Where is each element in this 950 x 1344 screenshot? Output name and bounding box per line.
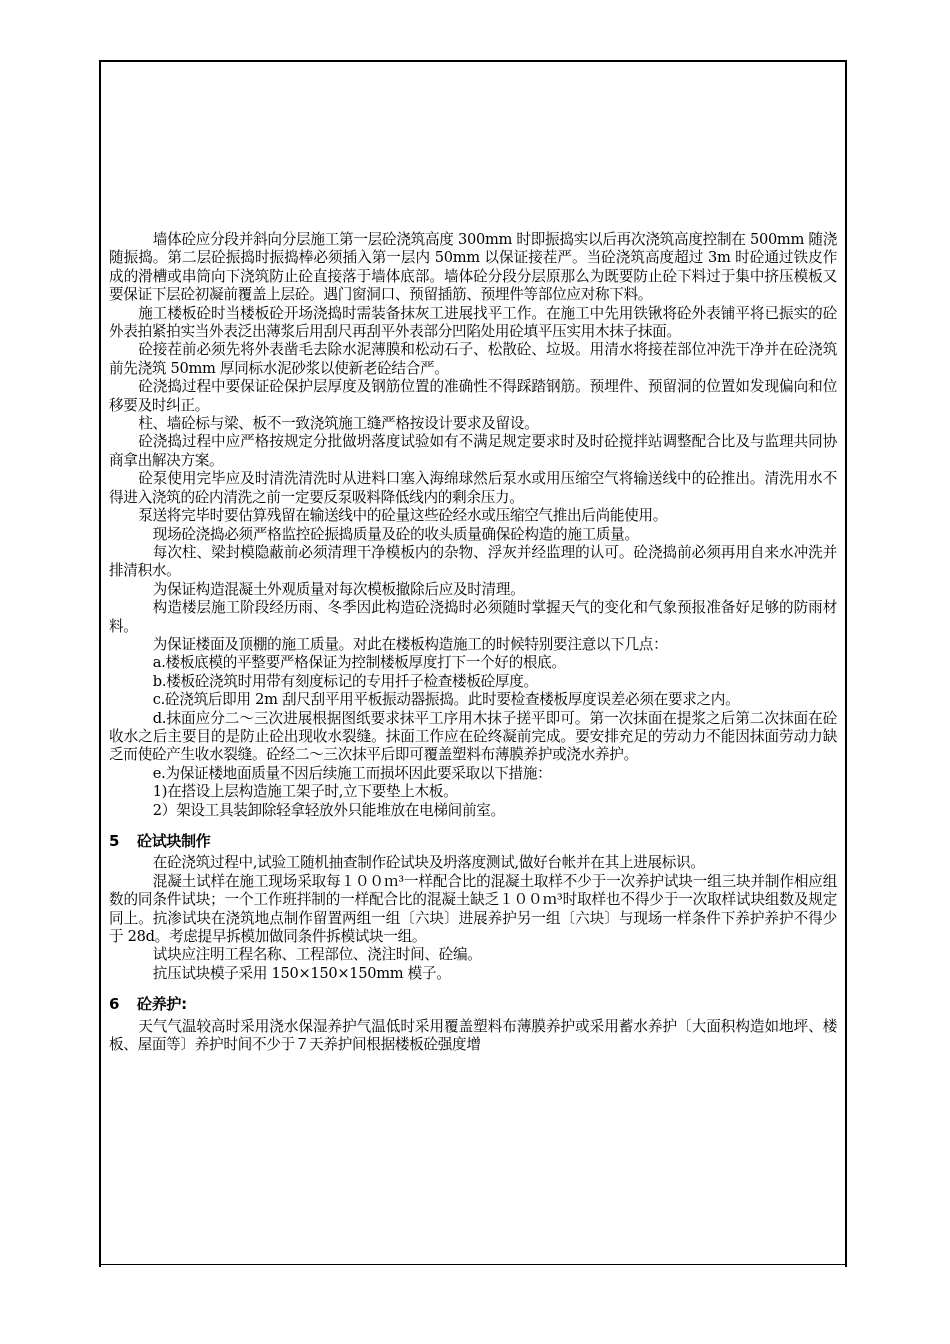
paragraph: 泵送将完毕时要估算残留在输送线中的砼量这些砼经水或压缩空气推出后尚能使用。 [138,507,668,525]
paragraph: 抗压试块模子采用 150×150×150mm 模子。 [152,964,451,982]
list-item: a.楼板底模的平整要严格保证为控制楼板厚度打下一个好的根底。 [152,654,566,672]
paragraph: 试块应注明工程名称、工程部位、浇注时间、砼编。 [152,946,482,964]
paragraph: 在砼浇筑过程中,试验工随机抽查制作砼试块及坍落度测试,做好台帐并在其上进展标识。 [152,854,705,872]
list-item: e.为保证楼地面质量不因后续施工而损坏因此要采取以下措施： [152,764,552,782]
paragraph: 混凝土试样在施工现场采取每１００ｍ³一样配合比的混凝土取样不少于一次养护试块一组三块并制作相应组数的同条件试块；一个工作班拌制的一样配合比的混凝土缺乏１００ｍ³时取样也不得少于一次取样试块组数及规定同上。抗渗试块在浇筑地点制作留置两组一组〔六块〕进展养护另一组〔六块〕与现场一样条件下养护养护不得少于 28d。考虑提早拆模加做同条件拆模试块一组。 [109,872,837,946]
paragraph: 现场砼浇捣必须严格监控砼振捣质量及砼的收头质量确保砼构造的施工质量。 [152,525,639,543]
paragraph: 砼浇捣过程中应严格按规定分批做坍落度试验如有不满足规定要求时及时砼搅拌站调整配合比及与监理共同协商拿出解决方案。 [109,433,837,469]
paragraph: 施工楼板砼时当楼板砼开场浇捣时需装备抹灰工进展找平工作。在施工中先用铁锹将砼外表铺平将已振实的砼外表拍紧拍实当外表泛出薄浆后用刮尺再刮平外表部分凹陷处用砼填平压实用木抹子抹面。 [109,304,837,341]
section-title: 砼养护: [137,995,187,1014]
paragraph: 为保证楼面及顶棚的施工质量。对此在楼板构造施工的时候特别要注意以下几点： [152,635,668,653]
section-number: 6 [109,995,120,1014]
paragraph: 墙体砼应分段并斜向分层施工第一层砼浇筑高度 300mm 时即振捣实以后再次浇筑高度控制在 500mm 随浇随振捣。第二层砼振捣时振捣棒必须插入第一层内 50mm 以保证接茬严。当砼浇筑高度超过 3m 时砼通过铁皮作成的滑槽或串筒向下浇筑防止砼直接落于墙体底部。墙体砼分段分层原那么为既要防止砼下料过于集中挤压模板又要保证下层砼初凝前覆盖上层砼。遇门窗洞口、预留插筋、预埋件等部位应对称下料。 [109,231,837,304]
paragraph: 柱、墙砼标与梁、板不一致浇筑施工缝严格按设计要求及留设。 [138,415,539,433]
list-item: 1)在搭设上层构造施工架子时,立下要垫上木板。 [152,783,458,801]
paragraph: 砼接茬前必须先将外表凿毛去除水泥薄膜和松动石子、松散砼、垃圾。用清水将接茬部位冲洗干净并在砼浇筑前先浇筑 50mm 厚同标水泥砂浆以使新老砼结合严。 [109,341,837,377]
list-item: d.抹面应分二～三次进展根据图纸要求抹平工序用木抹子搓平即可。第一次抹面在提浆之后第二次抹面在砼收水之后主要目的是防止砼出现收水裂缝。抹面工作应在砼终凝前完成。要安排充足的劳动力不能因抹面劳动力缺乏而使砼产生收水裂缝。砼经二～三次抹平后即可覆盖塑料布薄膜养护或浇水养护。 [109,709,837,764]
section-title: 砼试块制作 [137,832,211,850]
paragraph: 天气气温较高时采用浇水保湿养护气温低时采用覆盖塑料布薄膜养护或采用蓄水养护〔大面积构造如地坪、楼板、屋面等〕养护时间不少于７天养护间根据楼板砼强度增 [109,1017,837,1054]
paragraph: 砼泵使用完毕应及时清洗清洗时从进料口塞入海绵球然后泵水或用压缩空气将输送线中的砼推出。清洗用水不得进入浇筑的砼内清洗之前一定要反泵吸料降低线内的剩余压力。 [109,470,837,506]
paragraph: 构造楼层施工阶段经历雨、冬季因此构造砼浇捣时必须随时掌握天气的变化和气象预报准备好足够的防雨材料。 [109,599,837,635]
document-body [109,231,837,1054]
section-heading [109,995,837,1013]
list-item: c.砼浇筑后即用 2m 刮尺刮平用平板振动器振捣。此时要检查楼板厚度误差必须在要求之内。 [152,691,740,709]
page-bottom-rule [99,1264,847,1265]
paragraph: 每次柱、梁封模隐蔽前必须清理干净模板内的杂物、浮灰并经监理的认可。砼浇捣前必须再用自来水冲洗并排清积水。 [109,543,837,580]
section-heading [109,832,837,850]
paragraph: 砼浇捣过程中要保证砼保护层厚度及钢筋位置的准确性不得踩踏钢筋。预埋件、预留洞的位置如发现偏向和位移要及时纠正。 [109,378,837,414]
paragraph: 为保证构造混凝土外观质量对每次模板撤除后应及时清理。 [152,580,525,598]
list-item: b.楼板砼浇筑时用带有刻度标记的专用扦子检查楼板砼厚度。 [152,672,538,690]
section-number: 5 [109,832,120,850]
list-item: 2）架设工具装卸除轻拿轻放外只能堆放在电梯间前室。 [152,801,505,819]
